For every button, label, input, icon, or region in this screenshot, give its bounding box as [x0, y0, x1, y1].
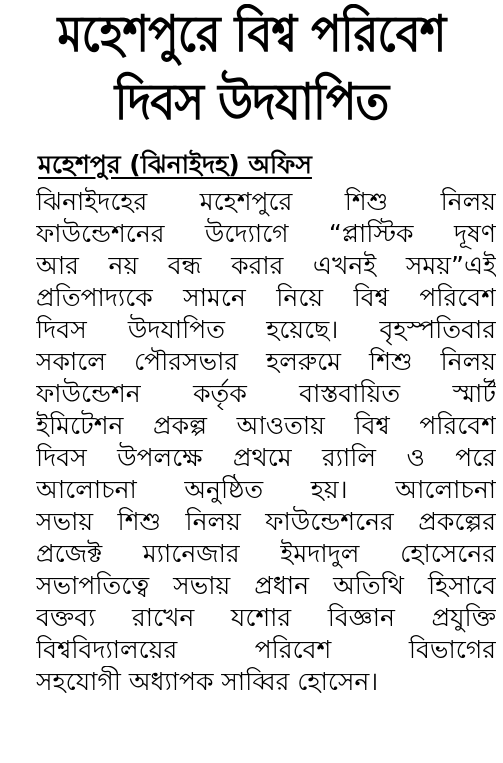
body-line: সভাপতিত্বে সভায় প্রধান অতিথি হিসাবে	[36, 571, 496, 600]
article-body	[36, 186, 496, 698]
body-line: প্রজেক্ট ম্যানেজার ইমদাদুল হোসেনের	[36, 539, 496, 568]
body-line: বিশ্ববিদ্যালয়ের পরিবেশ বিভাগের	[36, 635, 496, 664]
body-line: আলোচনা অনুষ্ঠিত হয়। আলোচনা	[36, 475, 496, 504]
body-line: ঝিনাইদহের মহেশপুরে শিশু নিলয়	[36, 187, 496, 216]
body-line: ফাউন্ডেশনের উদ্যোগে “প্লাস্টিক দূষণ	[36, 219, 496, 248]
body-line: আর নয় বন্ধ করার এখনই সময়”এই	[36, 251, 496, 280]
body-line: বক্তব্য রাখেন যশোর বিজ্ঞান প্রযুক্তি	[36, 603, 496, 632]
body-line: ইমিটেশন প্রকল্প আওতায় বিশ্ব পরিবেশ	[36, 411, 496, 440]
body-line: ফাউন্ডেশন কর্তৃক বাস্তবায়িত স্মার্ট	[36, 379, 496, 408]
body-line: সভায় শিশু নিলয় ফাউন্ডেশনের প্রকল্পের	[36, 507, 496, 536]
body-line: সকালে পৌরসভার হলরুমে শিশু নিলয়	[36, 347, 496, 376]
byline: মহেশপুর (ঝিনাইদহ) অফিস	[38, 150, 312, 179]
body-line: প্রতিপাদ্যকে সামনে নিয়ে বিশ্ব পরিবেশ	[36, 283, 496, 312]
headline	[25, 0, 478, 136]
headline-line-2: দিবস উদযাপিত	[114, 73, 389, 131]
headline-line-1: মহেশপুরে বিশ্ব পরিবেশ	[57, 5, 446, 63]
body-line: সহযোগী অধ্যাপক সাব্বির হোসেন।	[36, 667, 379, 696]
body-line: দিবস উদযাপিত হয়েছে। বৃহস্পতিবার	[36, 315, 496, 344]
body-line: দিবস উপলক্ষে প্রথমে র‍্যালি ও পরে	[36, 443, 496, 472]
